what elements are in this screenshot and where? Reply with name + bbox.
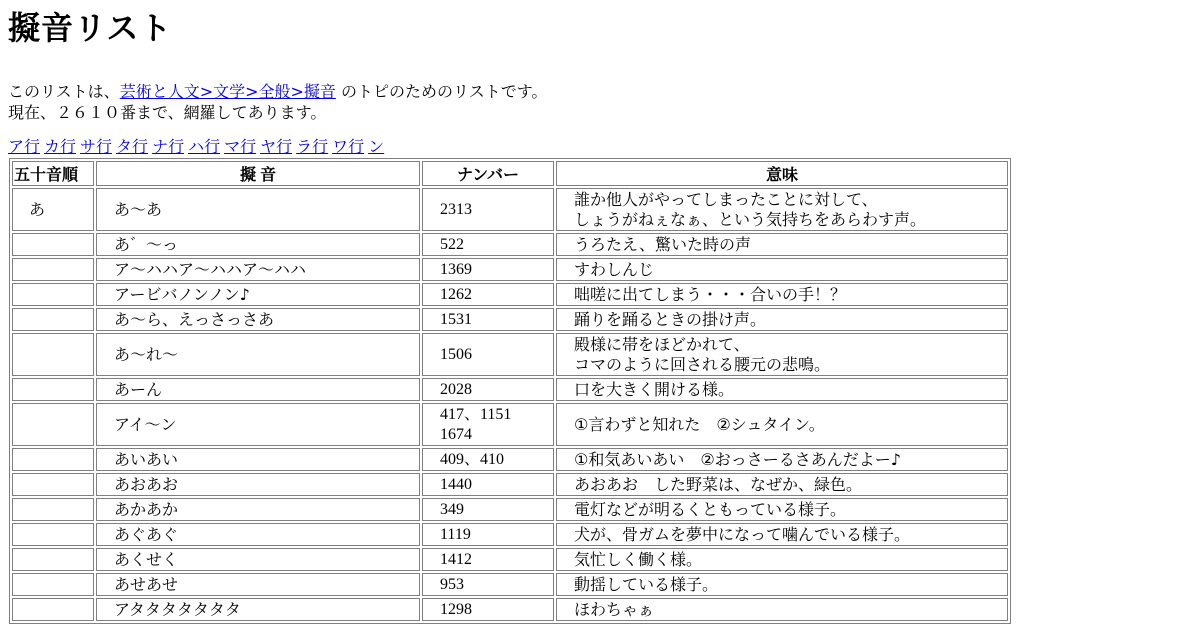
number-cell-text: 1506 <box>440 345 472 363</box>
kana-cell-text: あ <box>29 199 46 219</box>
meaning-cell-text: うろたえ、驚いた時の声 <box>574 234 751 254</box>
sound-cell <box>96 448 420 471</box>
kana-cell <box>12 403 94 446</box>
number-cell <box>422 333 554 376</box>
kana-cell <box>12 283 94 306</box>
sound-cell <box>96 378 420 401</box>
number-cell <box>422 598 554 621</box>
header-meaning: 意味 <box>556 161 1008 186</box>
sound-cell <box>96 473 420 496</box>
meaning-cell <box>556 233 1008 256</box>
number-cell <box>422 448 554 471</box>
meaning-cell-text: コマのように回される腰元の悲鳴。 <box>574 354 831 374</box>
page-title: 擬音リスト <box>8 10 173 46</box>
meaning-cell <box>556 403 1008 446</box>
table-row <box>12 448 1008 471</box>
sound-cell <box>96 333 420 376</box>
sound-cell-text: あ～ら、えっさっさあ <box>114 309 275 329</box>
sound-cell <box>96 258 420 281</box>
sound-cell <box>96 403 420 446</box>
table-row <box>12 573 1008 596</box>
intro-text <box>8 81 1192 123</box>
sound-cell-text: アイ～ン <box>114 414 177 434</box>
kana-nav <box>8 137 1192 157</box>
sound-cell-text: あ゛～っ <box>114 234 179 254</box>
kana-cell <box>12 598 94 621</box>
table-row <box>12 283 1008 306</box>
table-row <box>12 473 1008 496</box>
table-body <box>12 188 1008 621</box>
table-header-row <box>12 161 1008 186</box>
sound-cell <box>96 498 420 521</box>
kana-cell <box>12 333 94 376</box>
meaning-cell-text: 動揺している様子。 <box>574 574 719 594</box>
number-cell-text: 1531 <box>440 310 472 328</box>
table-row <box>12 188 1008 231</box>
meaning-cell <box>556 498 1008 521</box>
kana-cell <box>12 448 94 471</box>
kana-cell <box>12 573 94 596</box>
number-cell <box>422 308 554 331</box>
sound-cell <box>96 573 420 596</box>
topic-link[interactable]: 芸術と人文>文学>全般>擬音 <box>119 82 336 101</box>
number-cell <box>422 258 554 281</box>
table-row <box>12 598 1008 621</box>
sound-cell-text: あおあお <box>114 474 179 494</box>
sound-cell <box>96 308 420 331</box>
kana-cell <box>12 258 94 281</box>
meaning-cell <box>556 283 1008 306</box>
number-cell <box>422 283 554 306</box>
meaning-cell-text: 電灯などが明るくともっている様子。 <box>574 499 847 519</box>
meaning-cell-text: 殿様に帯をほどかれて、 <box>574 334 750 354</box>
meaning-cell-text: ①和気あいあい ②おっさーるさあんだよー♪ <box>574 449 901 469</box>
meaning-cell-text: 踊りを踊るときの掛け声。 <box>574 309 767 329</box>
meaning-cell <box>556 378 1008 401</box>
kana-nav-link[interactable]: ア行 <box>8 137 41 156</box>
meaning-cell-text: 気忙しく働く様。 <box>574 549 703 569</box>
sound-cell <box>96 233 420 256</box>
table-row <box>12 333 1008 376</box>
kana-nav-link[interactable]: マ行 <box>224 137 257 156</box>
meaning-cell-text: 咄嗟に出てしまう・・・合いの手！？ <box>574 284 847 304</box>
number-cell-text: 417、1151 <box>440 405 512 423</box>
meaning-cell-text: 犬が、骨ガムを夢中になって噛んでいる様子。 <box>574 524 911 544</box>
number-cell-text: 1262 <box>440 285 472 303</box>
sound-cell <box>96 598 420 621</box>
sound-cell-text: あぐあぐ <box>114 524 179 544</box>
sound-cell <box>96 548 420 571</box>
number-cell <box>422 548 554 571</box>
meaning-cell <box>556 308 1008 331</box>
header-kana-order: 五十音順 <box>12 161 94 186</box>
number-cell-text: 953 <box>440 575 464 593</box>
meaning-cell <box>556 258 1008 281</box>
number-cell-text: 2313 <box>440 200 472 218</box>
sound-cell-text: あせあせ <box>114 574 179 594</box>
number-cell <box>422 188 554 231</box>
number-cell <box>422 498 554 521</box>
kana-nav-link[interactable]: ハ行 <box>188 137 221 156</box>
sound-cell-text: あくせく <box>114 549 179 569</box>
number-cell-text: 1369 <box>440 260 472 278</box>
kana-nav-link[interactable]: ナ行 <box>152 137 185 156</box>
kana-cell <box>12 473 94 496</box>
sound-cell-text: アービバノンノン♪ <box>114 284 250 304</box>
table-row <box>12 498 1008 521</box>
kana-nav-link[interactable]: ワ行 <box>332 137 365 156</box>
kana-cell <box>12 498 94 521</box>
number-cell <box>422 378 554 401</box>
number-cell-text: 1119 <box>440 525 471 543</box>
meaning-cell <box>556 333 1008 376</box>
number-cell <box>422 523 554 546</box>
intro-prefix: このリストは、 <box>8 82 120 101</box>
number-cell <box>422 403 554 446</box>
kana-nav-link[interactable]: ン <box>368 137 385 156</box>
kana-cell <box>12 548 94 571</box>
sound-cell-text: あ～あ <box>114 199 163 219</box>
kana-nav-link[interactable]: ヤ行 <box>260 137 293 156</box>
meaning-cell <box>556 188 1008 231</box>
number-cell-text: 522 <box>440 235 464 253</box>
meaning-cell-text: ほわちゃぁ <box>574 599 655 619</box>
table-row <box>12 403 1008 446</box>
meaning-cell <box>556 473 1008 496</box>
kana-cell <box>12 308 94 331</box>
kana-nav-link[interactable]: カ行 <box>44 137 77 156</box>
kana-nav-link[interactable]: ラ行 <box>296 137 329 156</box>
sound-cell-text: あーん <box>114 379 163 399</box>
number-cell-text: 1298 <box>440 600 472 618</box>
coverage-text: 現在、２６１０番まで、網羅してあります。 <box>8 103 327 122</box>
meaning-cell-text: あおあお した野菜は、なぜか、緑色。 <box>574 474 863 494</box>
meaning-cell <box>556 573 1008 596</box>
number-cell-text: 409、410 <box>440 450 505 468</box>
meaning-cell <box>556 448 1008 471</box>
meaning-cell-text: ①言わずと知れた ②シュタイン。 <box>574 414 825 434</box>
table-row <box>12 233 1008 256</box>
header-sound: 擬 音 <box>96 161 420 186</box>
kana-cell <box>12 188 94 231</box>
sound-cell-text: ア～ハハア～ハハア～ハハ <box>114 259 307 279</box>
kana-cell <box>12 523 94 546</box>
intro-suffix: のトピのためのリストです。 <box>335 82 548 101</box>
kana-nav-link[interactable]: タ行 <box>116 137 149 156</box>
number-cell-text: 2028 <box>440 380 472 398</box>
number-cell <box>422 573 554 596</box>
number-cell-text: 349 <box>440 500 464 518</box>
kana-cell <box>12 378 94 401</box>
meaning-cell-text: すわしんじ <box>574 259 655 279</box>
table-row <box>12 258 1008 281</box>
table-row <box>12 308 1008 331</box>
table-row <box>12 378 1008 401</box>
sound-cell-text: アタタタタタタタ <box>114 599 241 619</box>
sound-cell-text: あいあい <box>114 449 179 469</box>
kana-cell <box>12 233 94 256</box>
onomatopoeia-table <box>9 158 1011 624</box>
meaning-cell <box>556 523 1008 546</box>
number-cell-text: 1674 <box>440 425 472 443</box>
table-row <box>12 523 1008 546</box>
table-row <box>12 548 1008 571</box>
meaning-cell <box>556 598 1008 621</box>
number-cell-text: 1412 <box>440 550 472 568</box>
sound-cell-text: あかあか <box>114 499 179 519</box>
meaning-cell-text: 口を大きく開ける様。 <box>574 379 735 399</box>
kana-nav-link[interactable]: サ行 <box>80 137 113 156</box>
number-cell-text: 1440 <box>440 475 472 493</box>
meaning-cell <box>556 548 1008 571</box>
sound-cell <box>96 523 420 546</box>
number-cell <box>422 233 554 256</box>
meaning-cell-text: 誰か他人がやってしまったことに対して、 <box>574 189 878 209</box>
sound-cell-text: あ～れ～ <box>114 344 179 364</box>
header-number: ナンバー <box>422 161 554 186</box>
sound-cell <box>96 188 420 231</box>
sound-cell <box>96 283 420 306</box>
number-cell <box>422 473 554 496</box>
meaning-cell-text: しょうがねぇなぁ、という気持ちをあらわす声。 <box>574 209 927 229</box>
